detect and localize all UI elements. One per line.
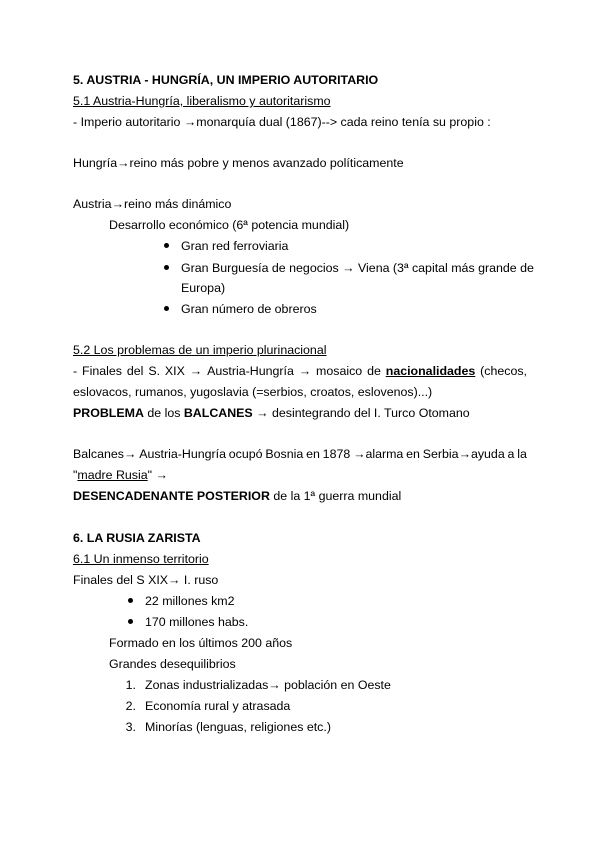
finales-line: Finales del S XIX→ I. ruso bbox=[73, 573, 219, 587]
word: en bbox=[406, 447, 420, 461]
hungria-line: Hungría→reino más pobre y menos avanzado políticamente bbox=[73, 156, 404, 170]
word: de bbox=[367, 364, 381, 378]
word: del bbox=[126, 364, 144, 378]
word: mosaico bbox=[316, 364, 363, 378]
imperio-autoritario-line: - Imperio autoritario →monarquía dual (1867)--> cada reino tenía su propio : bbox=[73, 115, 491, 129]
bullet-dot bbox=[128, 619, 133, 624]
grandes-line: Grandes desequilibrios bbox=[109, 657, 236, 671]
section-5-1-heading: 5.1 Austria-Hungría, liberalismo y autoritarismo bbox=[73, 94, 331, 108]
word: en bbox=[306, 447, 320, 461]
word: XIX bbox=[164, 364, 185, 378]
bullet-habs: 170 millones habs. bbox=[145, 615, 249, 629]
numbered-item-minorias: Minorías (lenguas, religiones etc.) bbox=[145, 720, 331, 734]
madre-rusia-line bbox=[73, 467, 168, 483]
word: Austria-Hungría bbox=[139, 447, 226, 461]
word: Finales bbox=[82, 364, 122, 378]
list-number: 2. bbox=[125, 699, 136, 713]
bullet-red-ferroviaria: Gran red ferroviaria bbox=[181, 239, 289, 253]
text-fragment: de los bbox=[143, 406, 184, 420]
austria-line: Austria→reino más dinámico bbox=[73, 197, 232, 211]
section-5-title: 5. AUSTRIA - HUNGRÍA, UN IMPERIO AUTORITARIO bbox=[73, 73, 379, 87]
bullet-dot bbox=[164, 265, 169, 270]
word: → bbox=[189, 364, 203, 378]
balcanes-paragraph-line1 bbox=[73, 446, 527, 462]
list-number: 1. bbox=[125, 678, 136, 692]
bullet-dot bbox=[164, 306, 169, 311]
balcanes-keyword: BALCANES bbox=[183, 406, 253, 420]
word: →alarma bbox=[353, 447, 404, 461]
word: a bbox=[507, 447, 515, 461]
desarrollo-line: Desarrollo económico (6ª potencia mundial) bbox=[109, 218, 350, 232]
text-fragment: → desintegrando del I. Turco Otomano bbox=[252, 406, 470, 420]
word: S. bbox=[148, 364, 161, 378]
nacionalidades-keyword: nacionalidades bbox=[385, 364, 476, 378]
bullet-burguesia-cont: Europa) bbox=[181, 281, 226, 295]
nacionalidades-paragraph-line2: eslovacos, rumanos, yugoslavia (=serbios, croatos, eslovenos)...) bbox=[73, 385, 433, 399]
word: - bbox=[73, 364, 78, 378]
numbered-item-zonas: Zonas industrializadas→ población en Oeste bbox=[145, 678, 391, 692]
desencadenante-keyword: DESENCADENANTE POSTERIOR bbox=[73, 489, 270, 503]
bullet-dot bbox=[164, 243, 169, 248]
bullet-dot bbox=[128, 598, 133, 603]
bullet-km2: 22 millones km2 bbox=[145, 594, 235, 608]
numbered-item-economia: Economía rural y atrasada bbox=[145, 699, 291, 713]
word: Serbia→ayuda bbox=[422, 447, 505, 461]
word: (checos, bbox=[480, 364, 527, 378]
word: → bbox=[298, 364, 312, 378]
section-6-1-heading: 6.1 Un inmenso territorio bbox=[73, 552, 209, 566]
word: 1878 bbox=[322, 447, 351, 461]
formado-line: Formado en los últimos 200 años bbox=[109, 636, 293, 650]
text-fragment: " bbox=[73, 468, 78, 482]
list-number: 3. bbox=[125, 720, 136, 734]
problema-balcanes-line bbox=[73, 405, 470, 421]
section-5-2-heading: 5.2 Los problemas de un imperio plurinacional bbox=[73, 343, 327, 357]
bullet-obreros: Gran número de obreros bbox=[181, 302, 317, 316]
text-fragment: " → bbox=[147, 468, 168, 482]
text-fragment: de la 1ª guerra mundial bbox=[269, 489, 402, 503]
word: Balcanes→ bbox=[73, 447, 137, 461]
problema-keyword: PROBLEMA bbox=[73, 406, 144, 420]
desencadenante-line bbox=[73, 488, 401, 504]
bullet-burguesia: Gran Burguesía de negocios → Viena (3ª capital más grande de bbox=[181, 261, 534, 275]
word: Bosnia bbox=[265, 447, 304, 461]
word: ocupó bbox=[228, 447, 263, 461]
section-6-title: 6. LA RUSIA ZARISTA bbox=[73, 531, 201, 545]
word: Austria-Hungría bbox=[207, 364, 294, 378]
nacionalidades-paragraph-line1 bbox=[73, 363, 527, 379]
word: la bbox=[517, 447, 527, 461]
madre-rusia-link-text: madre Rusia bbox=[77, 468, 148, 482]
